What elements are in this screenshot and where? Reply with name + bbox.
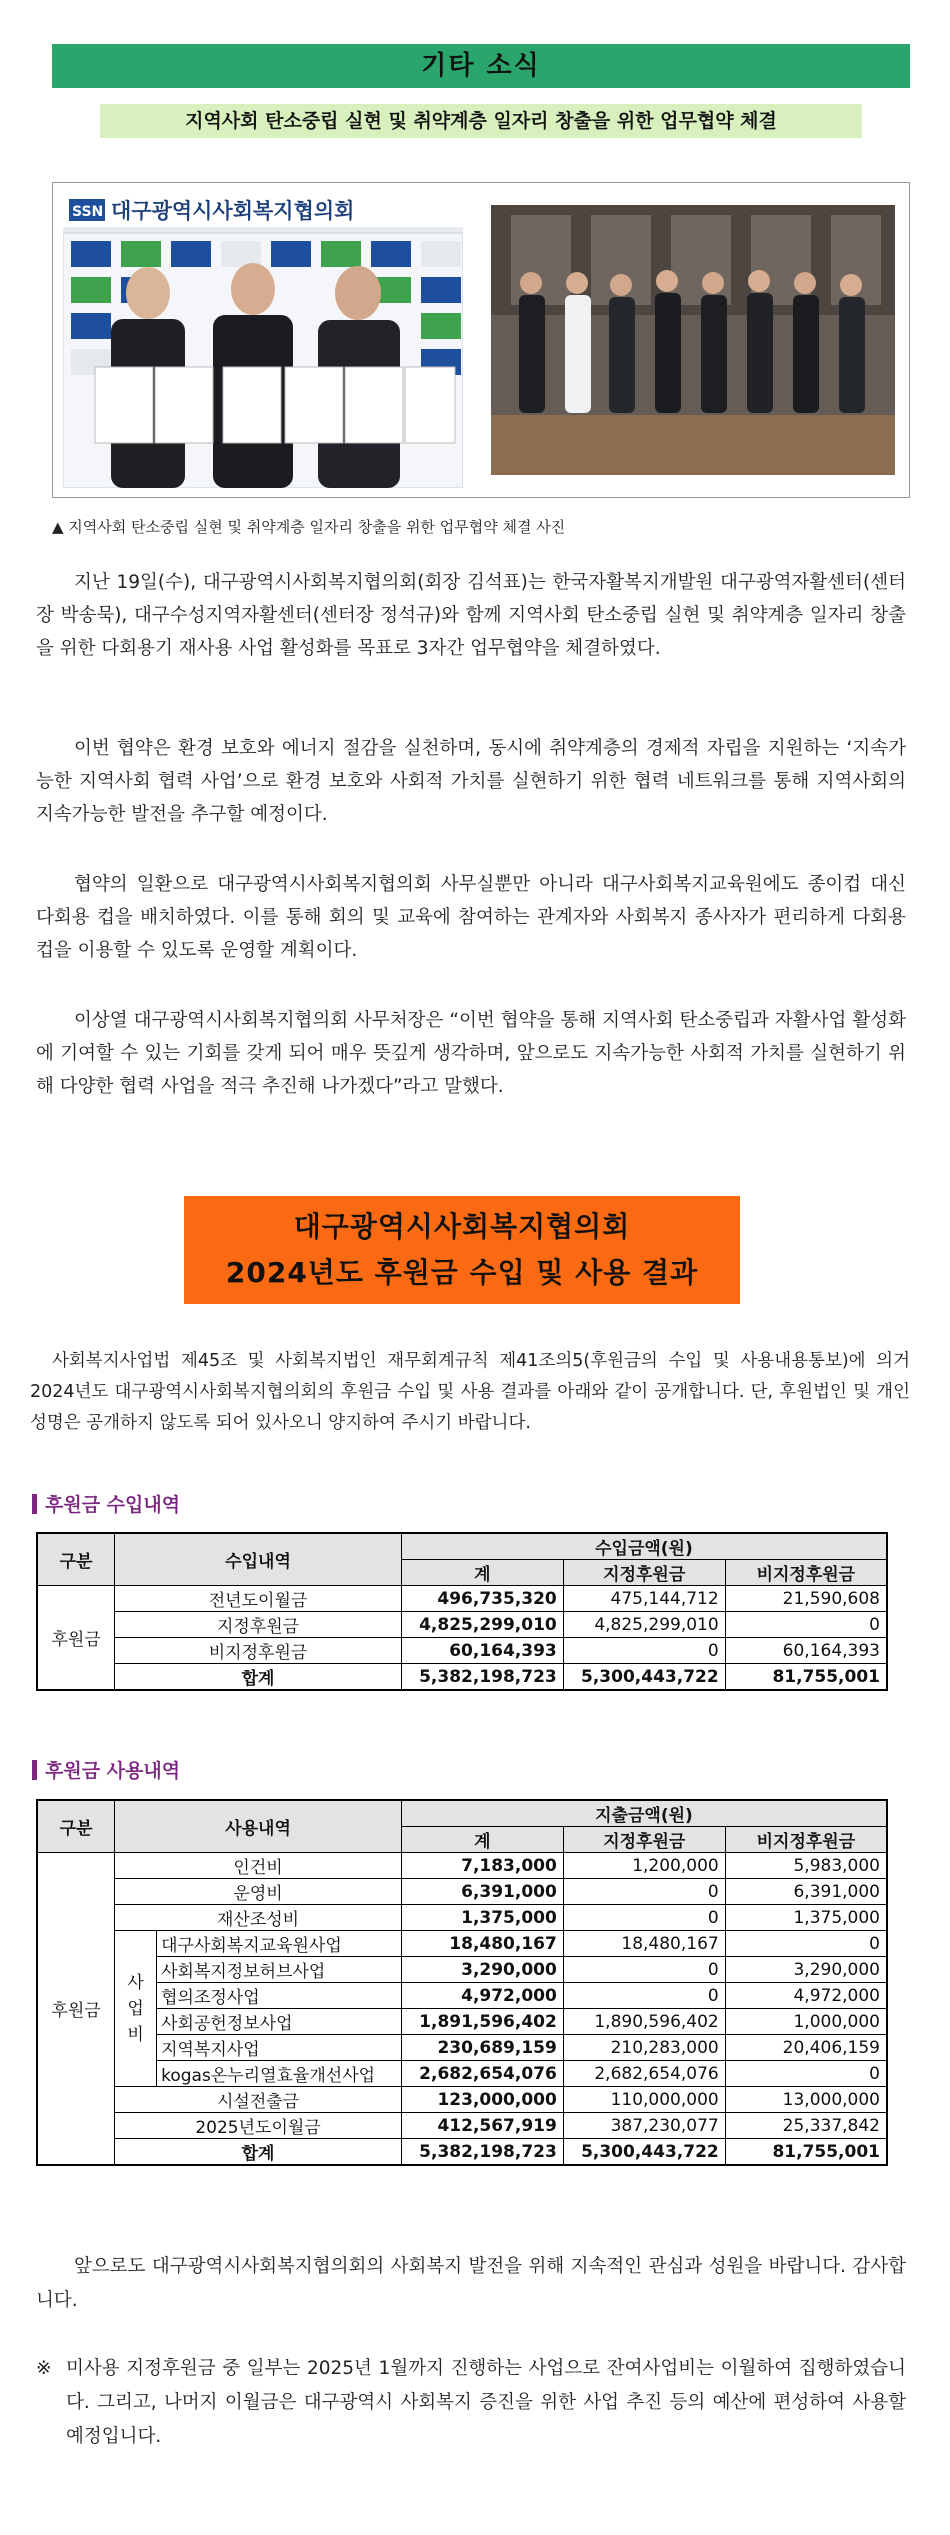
news-banner: 기타 소식 — [52, 44, 910, 88]
row-item: 인건비 — [115, 1853, 402, 1879]
row-total: 3,290,000 — [401, 1957, 563, 1983]
total-nondesignated: 81,755,001 — [725, 1664, 887, 1691]
row-total: 230,689,159 — [401, 2035, 563, 2061]
row-designated: 110,000,000 — [563, 2087, 725, 2113]
row-designated: 18,480,167 — [563, 1931, 725, 1957]
table-row — [37, 1983, 887, 2009]
row-designated: 387,230,077 — [563, 2113, 725, 2139]
row-item: 비지정후원금 — [115, 1638, 402, 1664]
photo-sign-text: 대구광역시사회복지협의회 — [111, 199, 355, 223]
row-total: 6,391,000 — [401, 1879, 563, 1905]
table-row — [37, 2061, 887, 2087]
col-header-item: 사용내역 — [115, 1800, 402, 1853]
row-item: kogas온누리열효율개선사업 — [157, 2061, 402, 2087]
row-nondesignated: 21,590,608 — [725, 1586, 887, 1612]
row-nondesignated: 0 — [725, 1612, 887, 1638]
col-header-total: 계 — [401, 1560, 563, 1586]
report-title-line2: 2024년도 후원금 수입 및 사용 결과 — [225, 1256, 699, 1289]
photo-logo-text: SSN — [72, 204, 104, 220]
row-total: 7,183,000 — [401, 1853, 563, 1879]
row-designated: 0 — [563, 1879, 725, 1905]
row-designated: 4,825,299,010 — [563, 1612, 725, 1638]
row-nondesignated: 25,337,842 — [725, 2113, 887, 2139]
row-designated: 475,144,712 — [563, 1586, 725, 1612]
row-designated: 1,200,000 — [563, 1853, 725, 1879]
income-section-title — [32, 1490, 180, 1517]
row-item: 2025년도이월금 — [115, 2113, 402, 2139]
row-nondesignated: 20,406,159 — [725, 2035, 887, 2061]
row-nondesignated: 5,983,000 — [725, 1853, 887, 1879]
row-nondesignated: 4,972,000 — [725, 1983, 887, 2009]
table-row — [37, 1586, 887, 1612]
row-total: 123,000,000 — [401, 2087, 563, 2113]
row-item: 대구사회복지교육원사업 — [157, 1931, 402, 1957]
row-nondesignated: 60,164,393 — [725, 1638, 887, 1664]
report-title-box — [184, 1196, 740, 1304]
report-title-line1: 대구광역시사회복지협의회 — [293, 1210, 631, 1243]
income-section-label: 후원금 수입내역 — [45, 1494, 181, 1516]
row-item: 운영비 — [115, 1879, 402, 1905]
row-designated: 1,890,596,402 — [563, 2009, 725, 2035]
photo-frame — [52, 182, 910, 498]
row-item: 지정후원금 — [115, 1612, 402, 1638]
row-item: 시설전출금 — [115, 2087, 402, 2113]
table-row — [37, 1612, 887, 1638]
col-header-nondesignated: 비지정후원금 — [725, 1560, 887, 1586]
row-total: 1,375,000 — [401, 1905, 563, 1931]
table-row — [37, 1931, 887, 1957]
table-row — [37, 1853, 887, 1879]
section-marker — [32, 1760, 37, 1780]
row-total: 412,567,919 — [401, 2113, 563, 2139]
table-row — [37, 1957, 887, 1983]
row-designated: 0 — [563, 1983, 725, 2009]
total-nondesignated: 81,755,001 — [725, 2139, 887, 2166]
col-header-total: 계 — [401, 1827, 563, 1853]
row-total: 18,480,167 — [401, 1931, 563, 1957]
row-total: 1,891,596,402 — [401, 2009, 563, 2035]
usage-section-title — [32, 1756, 180, 1783]
section-marker — [32, 1494, 37, 1514]
table-row — [37, 2087, 887, 2113]
row-category: 후원금 — [37, 1586, 115, 1691]
total-total: 5,382,198,723 — [401, 1664, 563, 1691]
row-nondesignated: 1,000,000 — [725, 2009, 887, 2035]
closing-paragraph: 앞으로도 대구광역시사회복지협의회의 사회복지 발전을 위해 지속적인 관심과 성원을 바랍니다. 감사합니다. — [36, 2256, 906, 2311]
row-item: 지역복지사업 — [157, 2035, 402, 2061]
news-paragraph: 이상열 대구광역시사회복지협의회 사무처장은 “이번 협약을 통해 지역사회 탄소중립과 자활사업 활성화에 기여할 수 있는 기회를 갖게 되어 매우 뜻깊게 생각하며, 앞으로도 지속가능한 사회적 가치를 실현하기 위해 다양한 협력 사업을 적극 추진해 나가겠다”라고 말했다. — [36, 1010, 907, 1097]
note-text: 미사용 지정후원금 중 일부는 2025년 1월까지 진행하는 사업으로 잔여사업비는 이월하여 집행하였습니다. 그리고, 나머지 이월금은 대구광역시 사회복지 증진을 위한 사업 추진 등의 예산에 편성하여 사용할 예정입니다. — [66, 2358, 906, 2447]
row-designated: 0 — [563, 1957, 725, 1983]
table-row — [37, 1905, 887, 1931]
row-item: 재산조성비 — [115, 1905, 402, 1931]
col-header-item: 수입내역 — [115, 1533, 402, 1586]
report-intro: 사회복지사업법 제45조 및 사회복지법인 재무회계규칙 제41조의5(후원금의 수입 및 사용내용통보)에 의거 2024년도 대구광역시사회복지협의회의 후원금 수입 및 사용 결과를 아래와 같이 공개합니다. 단, 후원법인 및 개인성명은 공개하지 않도록 되어 있사오니 양지하여 주시기 바랍니다. — [30, 1351, 910, 1433]
note-mark: ※ — [36, 2358, 52, 2379]
table-total-row — [37, 1664, 887, 1691]
row-designated: 0 — [563, 1638, 725, 1664]
table-row — [37, 1879, 887, 1905]
usage-section-label: 후원금 사용내역 — [45, 1760, 181, 1782]
row-category: 후원금 — [37, 1853, 115, 2166]
total-label: 합계 — [115, 2139, 402, 2166]
table-row — [37, 2113, 887, 2139]
photo-caption: ▲ 지역사회 탄소중립 실현 및 취약계층 일자리 창출을 위한 업무협약 체결 사진 — [52, 518, 566, 536]
row-nondesignated: 6,391,000 — [725, 1879, 887, 1905]
row-designated: 0 — [563, 1905, 725, 1931]
col-header-designated: 지정후원금 — [563, 1827, 725, 1853]
row-designated: 2,682,654,076 — [563, 2061, 725, 2087]
table-total-row — [37, 2139, 887, 2166]
col-header-designated: 지정후원금 — [563, 1560, 725, 1586]
row-item: 사회공헌정보사업 — [157, 2009, 402, 2035]
col-header-nondesignated: 비지정후원금 — [725, 1827, 887, 1853]
news-subtitle: 지역사회 탄소중립 실현 및 취약계층 일자리 창출을 위한 업무협약 체결 — [100, 104, 862, 138]
row-total: 496,735,320 — [401, 1586, 563, 1612]
table-row — [37, 2009, 887, 2035]
group-photo — [491, 205, 895, 475]
total-label: 합계 — [115, 1664, 402, 1691]
total-total: 5,382,198,723 — [401, 2139, 563, 2166]
usage-table — [36, 1799, 888, 2166]
table-row — [37, 1638, 887, 1664]
row-nondesignated: 0 — [725, 2061, 887, 2087]
row-total: 60,164,393 — [401, 1638, 563, 1664]
row-item: 전년도이월금 — [115, 1586, 402, 1612]
col-header-amount: 지출금액(원) — [401, 1800, 887, 1827]
total-designated: 5,300,443,722 — [563, 1664, 725, 1691]
row-item: 협의조정사업 — [157, 1983, 402, 2009]
row-total: 4,972,000 — [401, 1983, 563, 2009]
row-nondesignated: 0 — [725, 1931, 887, 1957]
news-paragraph: 협약의 일환으로 대구광역시사회복지협의회 사무실뿐만 아니라 대구사회복지교육원에도 종이컵 대신 다회용 컵을 배치하였다. 이를 통해 회의 및 교육에 참여하는 관계자와 사회복지 종사자가 편리하게 다회용 컵을 이용할 수 있도록 운영할 계획이다. — [36, 874, 906, 961]
agreement-signing-photo — [63, 193, 463, 488]
news-paragraph: 이번 협약은 환경 보호와 에너지 절감을 실천하며, 동시에 취약계층의 경제적 자립을 지원하는 ‘지속가능한 지역사회 협력 사업’으로 환경 보호와 사회적 가치를 실현하기 위한 협력 네트워크를 통해 지역사회의 지속가능한 발전을 추구할 예정이다. — [36, 738, 906, 825]
news-paragraph: 지난 19일(수), 대구광역시사회복지협의회(회장 김석표)는 한국자활복지개발원 대구광역자활센터(센터장 박송묵), 대구수성지역자활센터(센터장 정석규)와 함께 지역사회 탄소중립 실현 및 취약계층 일자리 창출을 위한 다회용기 재사용 사업 활성화를 목표로 3자간 업무협약을 체결하였다. — [36, 572, 906, 659]
row-designated: 210,283,000 — [563, 2035, 725, 2061]
row-total: 2,682,654,076 — [401, 2061, 563, 2087]
row-total: 4,825,299,010 — [401, 1612, 563, 1638]
row-nondesignated: 1,375,000 — [725, 1905, 887, 1931]
row-nondesignated: 13,000,000 — [725, 2087, 887, 2113]
col-header-category: 구분 — [37, 1800, 115, 1853]
row-nondesignated: 3,290,000 — [725, 1957, 887, 1983]
col-header-category: 구분 — [37, 1533, 115, 1586]
row-item: 사회복지정보허브사업 — [157, 1957, 402, 1983]
table-row — [37, 2035, 887, 2061]
income-table — [36, 1532, 888, 1691]
project-group-label: 사업비 — [115, 1931, 157, 2087]
footnote — [36, 2352, 906, 2454]
col-header-amount: 수입금액(원) — [401, 1533, 887, 1560]
total-designated: 5,300,443,722 — [563, 2139, 725, 2166]
